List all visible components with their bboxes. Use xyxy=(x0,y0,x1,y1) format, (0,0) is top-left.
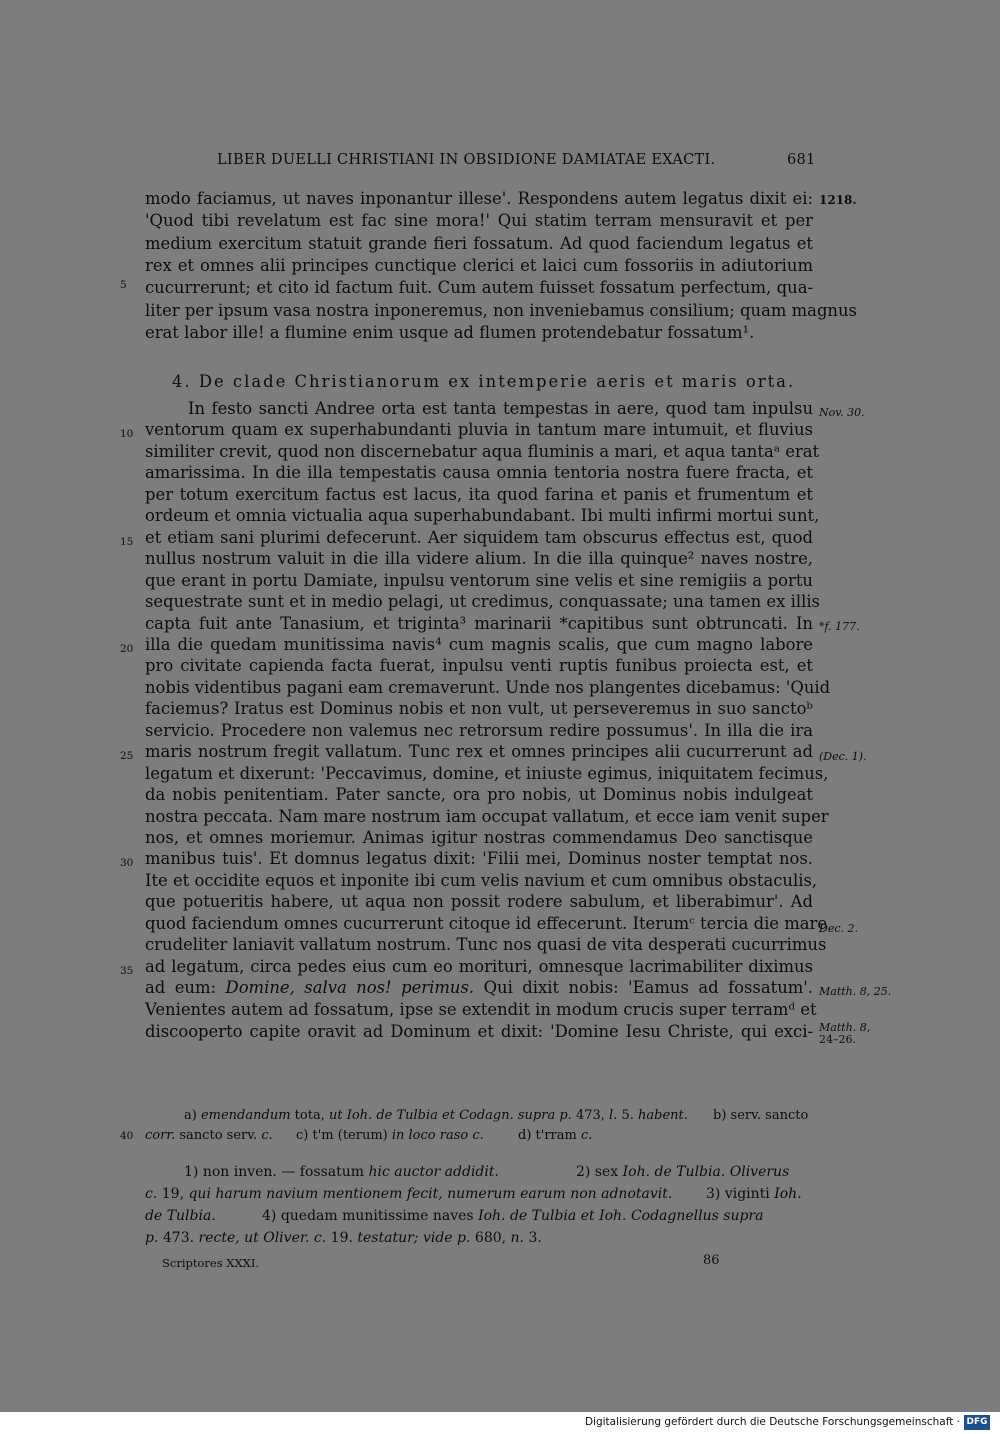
margin-folio: *f. 177. xyxy=(819,620,860,633)
text-line: Ite et occidite equos et inponite ibi cum velis navium et cum omnibus obstaculis, xyxy=(145,870,818,890)
text-line: nobis videntibus pagani eam cremaverunt. Unde nos plangentes dicebamus: 'Quid xyxy=(145,677,831,697)
margin-date: (Dec. 1). xyxy=(819,750,867,763)
text-line: illa die quedam munitissima navis⁴ cum magnis scalis, que cum magno labore xyxy=(145,634,813,654)
critical-note-b: b) serv. sancto xyxy=(713,1108,809,1123)
text-line: 'Quod tibi revelatum est fac sine mora!' Qui statim terram mensuravit et per xyxy=(145,211,813,231)
text-line: rex et omnes alii principes cunctique clerici et laici cum fossoriis in adiutorium xyxy=(145,255,813,275)
line-number: 15 xyxy=(120,536,134,548)
page-number: 681 xyxy=(787,152,816,168)
line-number: 35 xyxy=(120,965,134,977)
critical-note-a: a) emendandum tota, ut Ioh. de Tulbia et Codagn. supra p. 473, l. 5. habent. xyxy=(184,1108,688,1123)
footnote-3: 3) viginti Ioh. xyxy=(706,1186,802,1202)
text-line: servicio. Procedere non valemus nec retrorsum redire possumus'. In illa die ira xyxy=(145,720,813,740)
text-line: discooperto capite oravit ad Dominum et dixit: 'Domine Iesu Christe, qui exci- xyxy=(145,1022,813,1041)
text-line: capta fuit ante Tanasium, et triginta³ marinarii *capitibus sunt obtruncati. In xyxy=(145,613,813,633)
footnote-4-cont: p. 473. recte, ut Oliver. c. 19. testatur; vide p. 680, n. 3. xyxy=(145,1230,542,1246)
margin-year: 1218. xyxy=(819,193,857,207)
line-number: 30 xyxy=(120,857,134,869)
running-header xyxy=(217,152,817,168)
footnote-2-cont: c. 19, qui harum navium mentionem fecit, numerum earum non adnotavit. xyxy=(145,1186,673,1202)
footnote-4: 4) quedam munitissime naves Ioh. de Tulbia et Ioh. Codagnellus supra xyxy=(262,1208,764,1224)
credit-text: Digitalisierung gefördert durch die Deutsche Forschungsgemeinschaft · xyxy=(584,1416,960,1428)
text-line: ad legatum, circa pedes eius cum eo morituri, omnesque lacrimabiliter diximus xyxy=(145,956,813,976)
text-line: legatum et dixerunt: 'Peccavimus, domine, et iniuste egimus, iniquitatem fecimus, xyxy=(145,763,829,783)
text-line: sequestrate sunt et in medio pelagi, ut credimus, conquassate; una tamen ex illis xyxy=(145,592,820,612)
dfg-logo-icon[interactable]: DFG xyxy=(964,1415,990,1430)
footnote-3-cont: de Tulbia. xyxy=(145,1208,216,1224)
text-line: pro civitate capienda facta fuerat, inpulsu venti ruptis funibus proiecta est, et xyxy=(145,656,813,676)
text-line: cucurrerunt; et cito id factum fuit. Cum autem fuisset fossatum perfectum, qua- xyxy=(145,278,813,298)
critical-note-c: c) t'm (terum) in loco raso c. xyxy=(296,1128,484,1143)
line-number: 10 xyxy=(120,428,134,440)
text-line: In festo sancti Andree orta est tanta tempestas in aere, quod tam inpulsu xyxy=(188,399,813,418)
section-heading: 4. De clade Christianorum ex intemperie aeris et maris orta. xyxy=(172,372,796,391)
text-line: crudeliter laniavit vallatum nostrum. Tunc nos quasi de vita desperati cucurrimus xyxy=(145,935,827,955)
margin-date: Nov. 30. xyxy=(819,406,865,419)
line-number: 5 xyxy=(120,279,127,291)
text-line: per totum exercitum factus est lacus, ita quod farina et panis et frumentum et xyxy=(145,484,813,504)
text-line: que potueritis habere, ut aqua non possit rodere sabulum, et liberabimur'. Ad xyxy=(145,892,813,912)
footnote-2: 2) sex Ioh. de Tulbia. Oliverus xyxy=(576,1164,790,1180)
text-line: similiter crevit, quod non discernebatur aqua fluminis a mari, et aqua tantaᵃ erat xyxy=(145,441,820,461)
text-line: Venientes autem ad fossatum, ipse se extendit in modum crucis super terramᵈ et xyxy=(145,1000,817,1019)
text-line: nostra peccata. Nam mare nostrum iam occupat vallatum, et ecce iam venit super xyxy=(145,806,829,826)
text-line: modo faciamus, ut naves inponantur illese'. Respondens autem legatus dixit ei: xyxy=(145,189,813,208)
text-line: amarissima. In die illa tempestatis causa omnia tentoria nostra fuere fracta, et xyxy=(145,463,813,483)
text-line: liter per ipsum vasa nostra inponeremus, non inveniebamus consilium; quam magnus xyxy=(145,300,857,320)
text-line: ad eum: Domine, salva nos! perimus. Qui dixit nobis: 'Eamus ad fossatum'. xyxy=(145,978,814,997)
text-line: ordeum et omnia victualia aqua superhabundabant. Ibi multi infirmi mortui sunt, xyxy=(145,506,820,526)
credit-bar xyxy=(0,1412,1000,1434)
margin-reference: Matth. 8, 25. xyxy=(819,985,892,998)
text-line: medium exercitum statuit grande fieri fossatum. Ad quod faciendum legatus et xyxy=(145,233,813,253)
line-number: 40 xyxy=(120,1130,134,1142)
text-line: nullus nostrum valuit in die illa videre alium. In die illa quinque² naves nostre, xyxy=(145,549,813,569)
series-signature: Scriptores XXXI. xyxy=(162,1256,260,1270)
footnote-1: 1) non inven. — fossatum hic auctor addidit. xyxy=(184,1164,499,1180)
critical-note-d: d) t'rram c. xyxy=(518,1128,593,1143)
margin-reference: Matth. 8, 24–26. xyxy=(819,1021,871,1046)
text-line: ventorum quam ex superhabundanti pluvia in tantum mare intumuit, et fluvius xyxy=(145,420,813,440)
line-number: 25 xyxy=(120,750,134,762)
text-line: maris nostrum fregit vallatum. Tunc rex et omnes principes alii cucurrerunt ad xyxy=(145,742,813,762)
critical-note-b-cont: corr. sancto serv. c. xyxy=(145,1128,273,1143)
text-line: manibus tuis'. Et domnus legatus dixit: 'Filii mei, Dominus noster temptat nos. xyxy=(145,849,813,869)
line-number: 20 xyxy=(120,643,134,655)
text-line: da nobis penitentiam. Pater sancte, ora pro nobis, ut Dominus nobis indulgeat xyxy=(145,785,813,805)
running-title: LIBER DUELLI CHRISTIANI IN OBSIDIONE DAMIATAE EXACTI. xyxy=(217,152,716,168)
text-line: et etiam sani plurimi defecerunt. Aer siquidem tam obscurus effectus est, quod xyxy=(145,527,813,547)
sheet-number: 86 xyxy=(703,1253,720,1268)
text-line: faciemus? Iratus est Dominus nobis et non vult, ut perseveremus in suo sanctoᵇ xyxy=(145,699,813,719)
text-line: quod faciendum omnes cucurrerunt citoque id effecerunt. Iterumᶜ tercia die mare xyxy=(145,913,828,933)
text-line: que erant in portu Damiate, inpulsu ventorum sine velis et sine remigiis a portu xyxy=(145,570,813,590)
margin-date: Dec. 2. xyxy=(819,922,858,935)
text-line: erat labor ille! a flumine enim usque ad flumen protendebatur fossatum¹. xyxy=(145,322,755,342)
text-line: nos, et omnes moriemur. Animas igitur nostras commendamus Deo sanctisque xyxy=(145,828,813,847)
